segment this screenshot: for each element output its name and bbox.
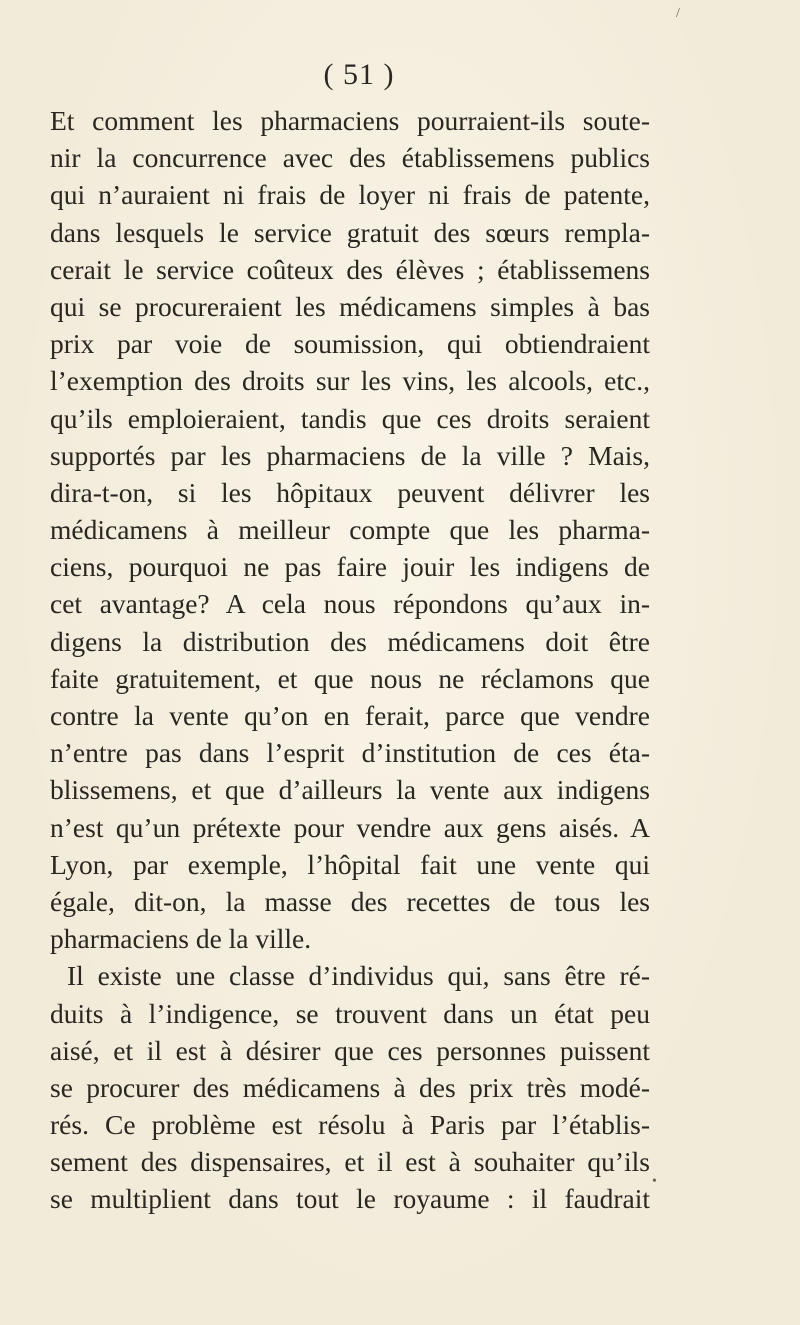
text-line: rés. Ce problème est résolu à Paris par l’établis-: [50, 1109, 650, 1141]
text-line: médicamens à meilleur compte que les pharma-: [50, 514, 650, 546]
text-line: ciens, pourquoi ne pas faire jouir les indigens de: [50, 551, 650, 583]
text-line: n’entre pas dans l’esprit d’institution de ces éta-: [50, 737, 650, 769]
text-line: qui n’auraient ni frais de loyer ni frais de patente,: [50, 179, 650, 211]
text-line: dira-t-on, si les hôpitaux peuvent délivrer les: [50, 476, 650, 508]
stray-mark-icon: /: [676, 6, 680, 21]
body-text: [50, 102, 650, 1218]
page-number: ( 51 ): [323, 58, 395, 91]
ink-dot-icon: •: [652, 1174, 657, 1189]
text-line: Et comment les pharmaciens pourraient-ils soute-: [50, 105, 650, 136]
text-line: dans lesquels le service gratuit des sœurs rempla-: [50, 216, 650, 248]
text-line: sement des dispensaires, et il est à souhaiter qu’ils: [50, 1146, 650, 1178]
text-line: cerait le service coûteux des élèves ; établissemens: [50, 253, 650, 285]
text-line: qu’ils emploieraient, tandis que ces droits seraient: [50, 402, 650, 434]
text-line: nir la concurrence avec des établissemens publics: [50, 142, 650, 174]
paragraph-end-line: pharmaciens de la ville.: [50, 923, 312, 955]
text-line: Lyon, par exemple, l’hôpital fait une vente qui: [50, 848, 650, 880]
text-line: égale, dit-on, la masse des recettes de tous les: [50, 885, 650, 917]
text-line: aisé, et il est à désirer que ces personnes puissent: [50, 1034, 650, 1066]
text-line: se procurer des médicamens à des prix très modé-: [50, 1071, 650, 1103]
text-line: supportés par les pharmaciens de la ville ? Mais,: [50, 439, 650, 471]
text-line: qui se procureraient les médicamens simples à bas: [50, 290, 650, 322]
text-line: l’exemption des droits sur les vins, les alcools, etc.,: [50, 365, 650, 397]
text-line: digens la distribution des médicamens doit être: [50, 625, 650, 657]
text-line: contre la vente qu’on en ferait, parce que vendre: [50, 700, 650, 731]
text-line: blissemens, et que d’ailleurs la vente aux indigens: [50, 774, 650, 806]
text-line: duits à l’indigence, se trouvent dans un état peu: [50, 997, 650, 1029]
text-line: n’est qu’un prétexte pour vendre aux gens aisés. A: [50, 811, 650, 843]
text-line: se multiplient dans tout le royaume : il faudrait: [50, 1183, 650, 1215]
paragraph-start-line: Il existe une classe d’individus qui, sans être ré-: [67, 960, 650, 992]
text-line: faite gratuitement, et que nous ne réclamons que: [50, 662, 650, 694]
text-line: prix par voie de soumission, qui obtiendraient: [50, 328, 650, 360]
text-line: cet avantage? A cela nous répondons qu’aux in-: [50, 588, 650, 620]
